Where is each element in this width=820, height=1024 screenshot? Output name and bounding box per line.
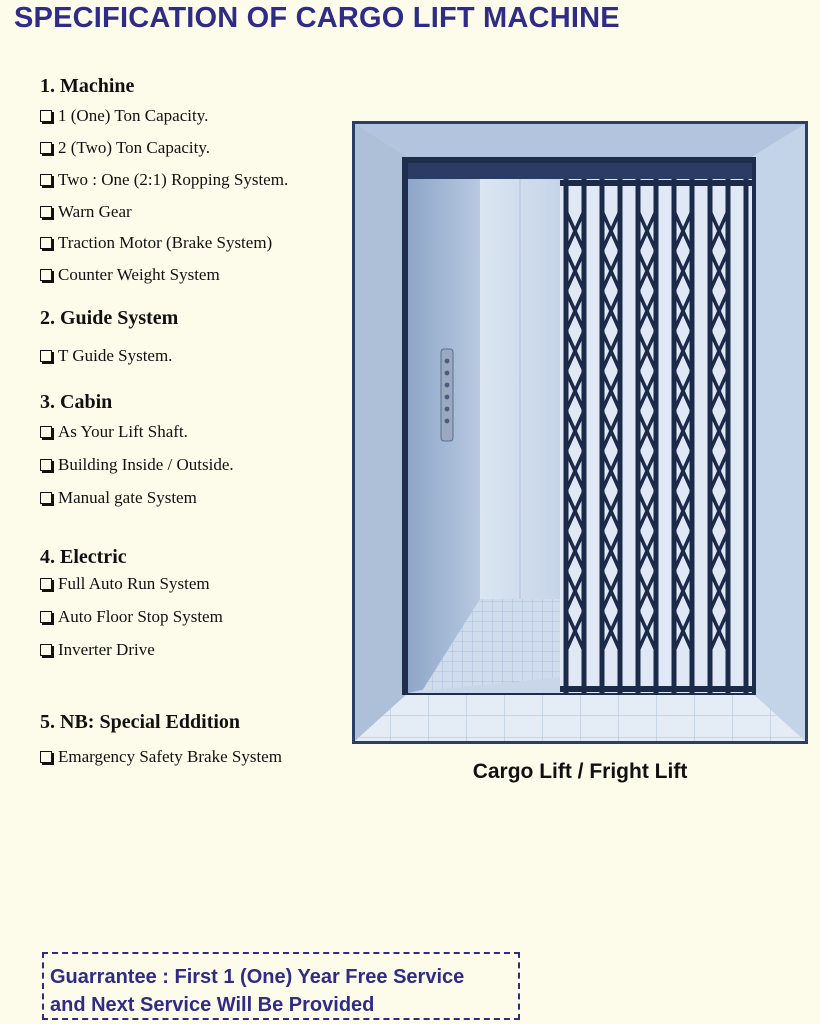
spec-item: 2 (Two) Ton Capacity. (40, 138, 210, 158)
checkbox-icon (40, 110, 52, 122)
spec-item: Full Auto Run System (40, 574, 210, 594)
spec-item: As Your Lift Shaft. (40, 422, 188, 442)
checkbox-icon (40, 611, 52, 623)
spec-item: Emargency Safety Brake System (40, 747, 282, 767)
checkbox-icon (40, 492, 52, 504)
section-heading-guide-system: 2. Guide System (40, 307, 179, 329)
checkbox-icon (40, 350, 52, 362)
guarantee-line-1: Guarrantee : First 1 (One) Year Free Service (50, 966, 465, 988)
checkbox-icon (40, 644, 52, 656)
spec-item: Counter Weight System (40, 265, 220, 285)
checkbox-icon (40, 426, 52, 438)
checkbox-icon (40, 459, 52, 471)
checkbox-icon (40, 174, 52, 186)
section-heading-electric: 4. Electric (40, 546, 127, 568)
checkbox-icon (40, 751, 52, 763)
photo-caption: Cargo Lift / Fright Lift (472, 760, 688, 783)
spec-item: 1 (One) Ton Capacity. (40, 106, 208, 126)
spec-item: Inverter Drive (40, 640, 155, 660)
page-title: SPECIFICATION OF CARGO LIFT MACHINE (14, 2, 620, 34)
checkbox-icon (40, 269, 52, 281)
spec-item: Building Inside / Outside. (40, 455, 234, 475)
spec-item: Two : One (2:1) Ropping System. (40, 170, 288, 190)
guarantee-line-2: and Next Service Will Be Provided (50, 994, 375, 1016)
checkbox-icon (40, 206, 52, 218)
checkbox-icon (40, 237, 52, 249)
spec-item: T Guide System. (40, 346, 172, 366)
checkbox-icon (40, 578, 52, 590)
spec-item: Warn Gear (40, 202, 132, 222)
checkbox-icon (40, 142, 52, 154)
section-heading-machine: 1. Machine (40, 75, 135, 97)
section-heading-special-edition: 5. NB: Special Eddition (40, 711, 241, 733)
spec-item: Auto Floor Stop System (40, 607, 223, 627)
cargo-lift-illustration (352, 121, 808, 744)
spec-item: Traction Motor (Brake System) (40, 233, 272, 253)
spec-item: Manual gate System (40, 488, 197, 508)
section-heading-cabin: 3. Cabin (40, 391, 113, 413)
guarantee-box (42, 952, 520, 1020)
